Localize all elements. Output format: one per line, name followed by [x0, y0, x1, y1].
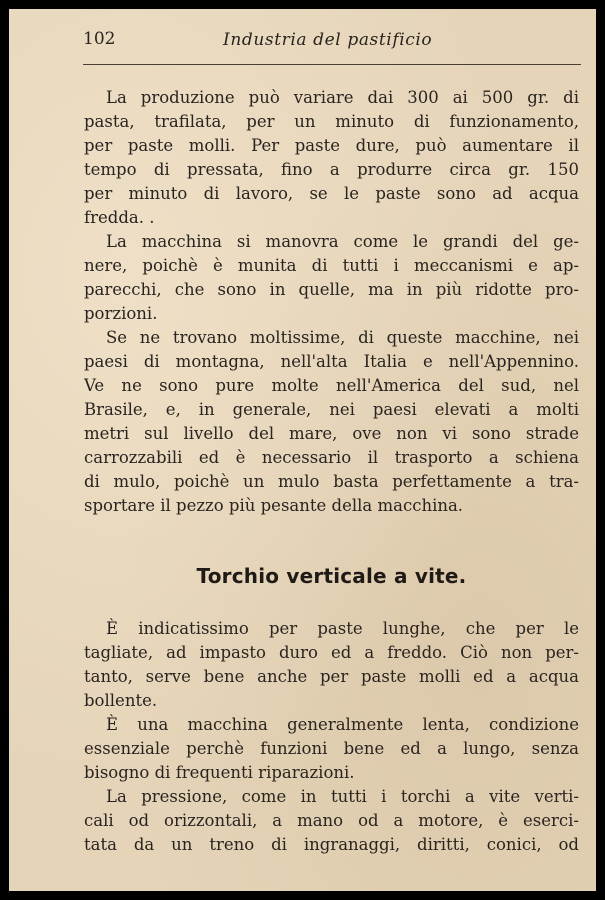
text-line: bollente.: [84, 691, 158, 710]
text-line: pasta, trafilata, per un minuto di funzionamento,: [84, 112, 579, 131]
text-line: cali od orizzontali, a mano od a motore, è eserci-: [84, 811, 579, 830]
running-head: [83, 26, 581, 56]
text-line: di mulo, poichè un mulo basta perfettamente a tra-: [84, 472, 579, 491]
text-line: per paste molli. Per paste dure, può aumentare il: [84, 136, 579, 155]
text-line: Ve ne sono pure molte nell'America del sud, nel: [84, 376, 579, 395]
text-line: bisogno di frequenti riparazioni.: [84, 763, 355, 782]
text-line: porzioni.: [84, 304, 158, 323]
text-line: sportare il pezzo più pesante della macchina.: [84, 496, 464, 515]
text-line: carrozzabili ed è necessario il trasporto a schiena: [84, 448, 579, 467]
running-title: Industria del pastificio: [223, 30, 433, 50]
book-page: [9, 9, 596, 891]
text-line: La pressione, come in tutti i torchi a vite verti-: [106, 787, 579, 806]
text-line: essenziale perchè funzioni bene ed a lungo, senza: [84, 739, 579, 758]
text-line: paesi di montagna, nell'alta Italia e nell'Appennino.: [84, 352, 579, 371]
text-line: metri sul livello del mare, ove non vi sono strade: [84, 424, 579, 443]
header-rule: [83, 64, 581, 65]
text-line: tata da un treno di ingranaggi, diritti, conici, od: [84, 835, 579, 854]
section-heading: Torchio verticale a vite.: [196, 564, 467, 588]
text-line: È indicatissimo per paste lunghe, che per le: [106, 619, 579, 638]
text-line: parecchi, che sono in quelle, ma in più ridotte pro-: [84, 280, 579, 299]
text-line: tagliate, ad impasto duro ed a freddo. Ciò non per-: [84, 643, 579, 662]
text-line: per minuto di lavoro, se le paste sono ad acqua: [84, 184, 579, 203]
page-number: 102: [83, 29, 116, 49]
text-line: È una macchina generalmente lenta, condizione: [106, 715, 579, 734]
text-line: fredda. .: [84, 208, 155, 227]
text-line: Se ne trovano moltissime, di queste macchine, nei: [106, 328, 579, 347]
text-line: nere, poichè è munita di tutti i meccanismi e ap-: [84, 256, 579, 275]
text-line: La produzione può variare dai 300 ai 500 gr. di: [106, 88, 579, 107]
text-line: Brasile, e, in generale, nei paesi elevati a molti: [84, 400, 579, 419]
text-line: La macchina si manovra come le grandi del ge-: [106, 232, 579, 251]
text-line: tanto, serve bene anche per paste molli ed a acqua: [84, 667, 579, 686]
text-line: tempo di pressata, fino a produrre circa gr. 150: [84, 160, 579, 179]
